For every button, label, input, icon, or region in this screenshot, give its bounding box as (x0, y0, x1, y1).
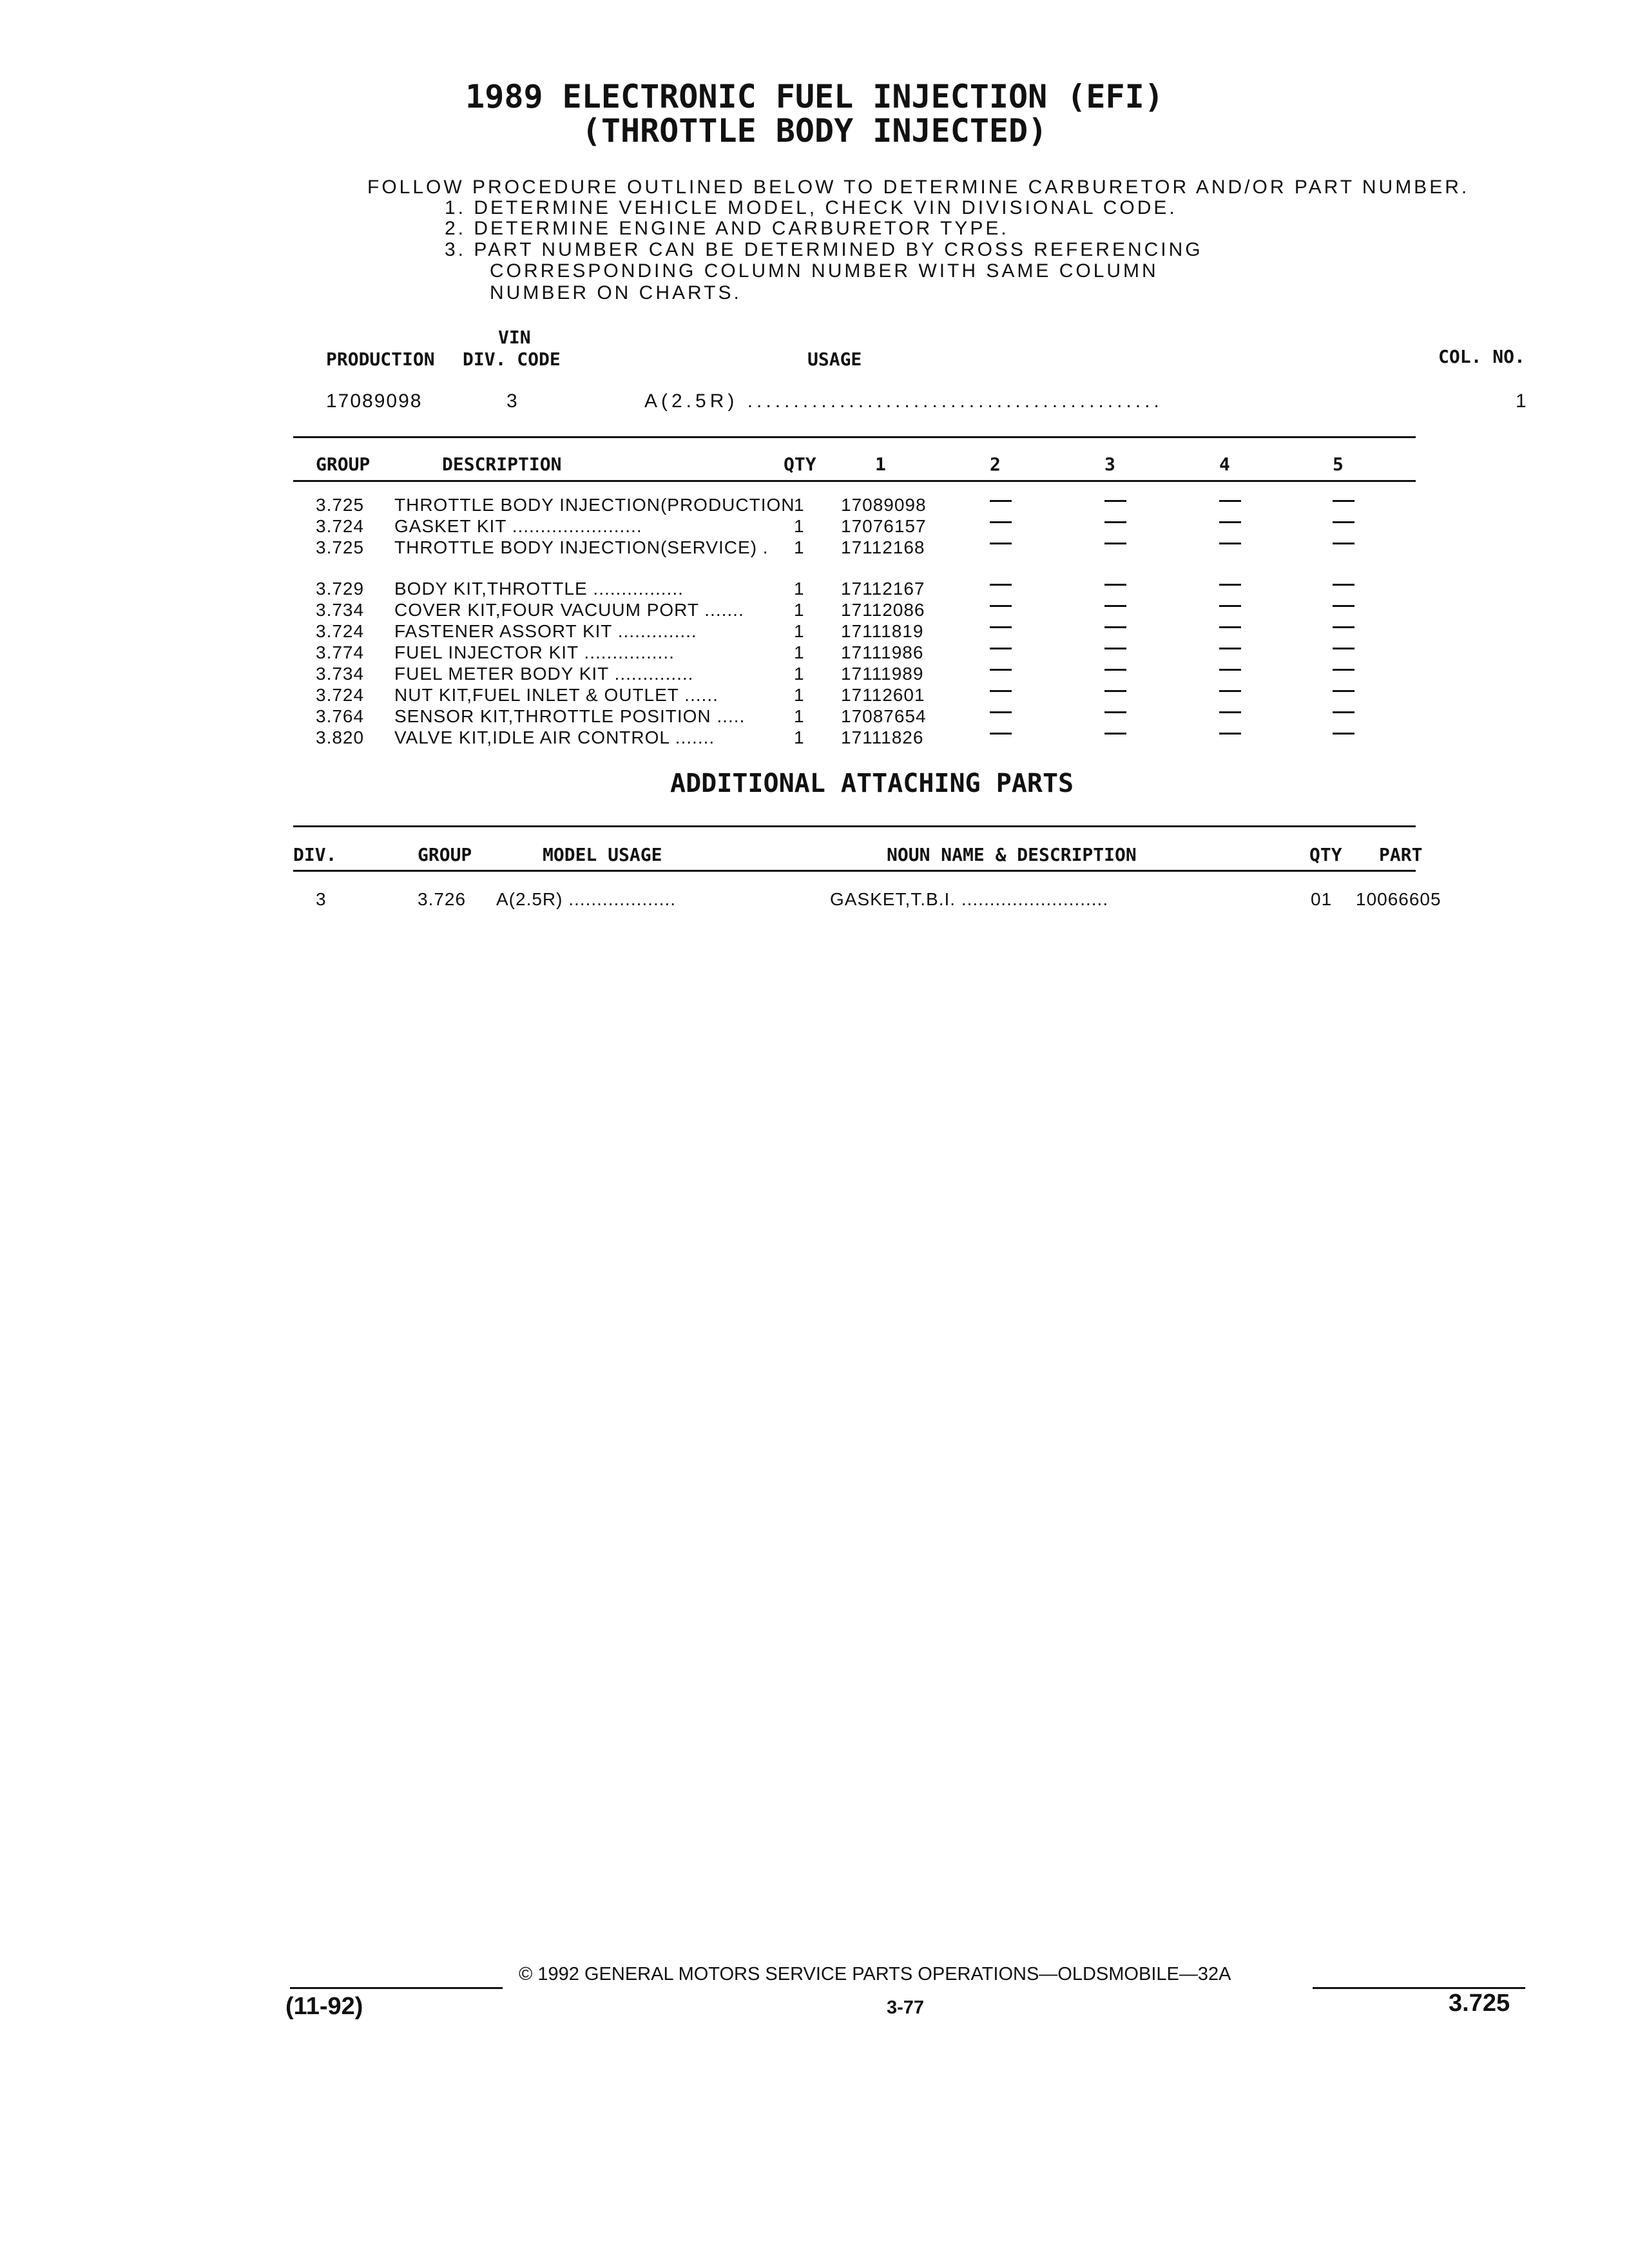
part-number-cell: 17087654 (841, 706, 927, 726)
empty-column-dash (1333, 669, 1354, 671)
empty-column-dash (990, 584, 1012, 586)
part-number-cell: 17112601 (841, 685, 925, 705)
description-cell: COVER KIT,FOUR VACUUM PORT ....... (394, 600, 744, 620)
empty-column-dash (1333, 690, 1354, 692)
footer-copyright: © 1992 GENERAL MOTORS SERVICE PARTS OPERATIONS—OLDSMOBILE—32A (519, 1964, 1231, 1984)
divider (293, 825, 1416, 827)
empty-column-dash (1104, 543, 1126, 544)
col-4-header: 4 (1219, 454, 1230, 475)
empty-column-dash (990, 500, 1012, 502)
part-number-cell: 17111819 (841, 621, 924, 641)
qty-cell: 1 (794, 516, 805, 536)
production-header: PRODUCTION (326, 349, 435, 370)
part-number-cell: 17112167 (841, 579, 925, 599)
empty-column-dash (1333, 648, 1354, 649)
vin-header: VIN (498, 327, 531, 348)
group-cell: 3.724 (316, 516, 365, 536)
usage-value: A(2.5R) ............................................. (644, 390, 1163, 412)
group-header: GROUP (316, 454, 371, 475)
qty-header: QTY (784, 454, 816, 475)
part-number-cell: 17076157 (841, 516, 927, 536)
qty-cell: 1 (794, 642, 805, 662)
qty-cell: 1 (794, 579, 805, 599)
instructions-intro: FOLLOW PROCEDURE OUTLINED BELOW TO DETERMINE CARBURETOR AND/OR PART NUMBER. (367, 177, 1470, 198)
empty-column-dash (1219, 584, 1241, 586)
group-cell: 3.734 (316, 600, 365, 620)
empty-column-dash (1219, 605, 1241, 607)
footer-page-number: 3-77 (887, 1997, 925, 2018)
description-header: DESCRIPTION (442, 454, 562, 475)
description-cell: FUEL INJECTOR KIT ................ (394, 642, 675, 662)
qty-cell: 1 (794, 495, 805, 515)
description-cell: FUEL METER BODY KIT .............. (394, 664, 694, 684)
add-group-header: GROUP (418, 844, 472, 865)
empty-column-dash (1104, 626, 1126, 628)
footer-rule-left (290, 1987, 503, 1989)
group-cell: 3.725 (316, 495, 365, 515)
divider (293, 870, 1416, 872)
col-no-header: COL. NO. (1438, 346, 1525, 367)
description-cell: GASKET KIT ....................... (394, 516, 642, 536)
col-2-header: 2 (990, 454, 1001, 475)
empty-column-dash (1104, 669, 1126, 671)
part-number-cell: 17111826 (841, 727, 924, 747)
col-3-header: 3 (1104, 454, 1115, 475)
add-qty-value: 01 (1311, 889, 1333, 909)
empty-column-dash (1333, 626, 1354, 628)
part-number-cell: 17089098 (841, 495, 927, 515)
group-cell: 3.820 (316, 727, 365, 747)
add-group-value: 3.726 (418, 889, 467, 909)
description-cell: NUT KIT,FUEL INLET & OUTLET ...... (394, 685, 718, 705)
empty-column-dash (1104, 711, 1126, 713)
description-cell: VALVE KIT,IDLE AIR CONTROL ....... (394, 727, 715, 747)
instructions-step-3-cont: CORRESPONDING COLUMN NUMBER WITH SAME COLUMN (490, 260, 1159, 282)
empty-column-dash (990, 669, 1012, 671)
divider (293, 480, 1416, 482)
empty-column-dash (1333, 500, 1354, 502)
col-1-header: 1 (875, 454, 886, 475)
empty-column-dash (1333, 521, 1354, 523)
empty-column-dash (1104, 521, 1126, 523)
empty-column-dash (990, 521, 1012, 523)
empty-column-dash (1219, 648, 1241, 649)
empty-column-dash (1333, 711, 1354, 713)
empty-column-dash (1219, 733, 1241, 735)
qty-cell: 1 (794, 537, 805, 557)
part-number-cell: 17111989 (841, 664, 924, 684)
div-header: DIV. (293, 844, 337, 865)
div-code-value: 3 (506, 390, 520, 412)
footer-date: (11-92) (285, 1993, 363, 2020)
description-cell: BODY KIT,THROTTLE ................ (394, 579, 684, 599)
qty-cell: 1 (794, 727, 805, 747)
part-header: PART (1379, 844, 1423, 865)
qty-cell: 1 (794, 621, 805, 641)
additional-heading: ADDITIONAL ATTACHING PARTS (670, 769, 1074, 798)
empty-column-dash (1104, 584, 1126, 586)
empty-column-dash (1219, 626, 1241, 628)
empty-column-dash (1333, 733, 1354, 735)
col-no-value: 1 (1516, 390, 1529, 412)
empty-column-dash (1219, 521, 1241, 523)
footer-rule-right (1313, 1987, 1525, 1989)
part-number-cell: 17112086 (841, 600, 925, 620)
page-subtitle: (THROTTLE BODY INJECTED) (581, 112, 1048, 149)
description-cell: THROTTLE BODY INJECTION(PRODUCTION (394, 495, 795, 515)
model-usage-header: MODEL USAGE (543, 844, 662, 865)
empty-column-dash (1219, 669, 1241, 671)
add-qty-header: QTY (1309, 844, 1342, 865)
part-number-cell: 17112168 (841, 537, 925, 557)
add-div-value: 3 (316, 889, 327, 909)
empty-column-dash (1104, 500, 1126, 502)
empty-column-dash (1104, 648, 1126, 649)
group-cell: 3.724 (316, 685, 365, 705)
divider (293, 436, 1416, 438)
empty-column-dash (990, 711, 1012, 713)
empty-column-dash (990, 733, 1012, 735)
noun-header: NOUN NAME & DESCRIPTION (887, 844, 1137, 865)
add-part-value: 10066605 (1356, 889, 1441, 909)
group-cell: 3.724 (316, 621, 365, 641)
description-cell: FASTENER ASSORT KIT .............. (394, 621, 697, 641)
empty-column-dash (1219, 690, 1241, 692)
empty-column-dash (1104, 690, 1126, 692)
empty-column-dash (1219, 711, 1241, 713)
empty-column-dash (990, 648, 1012, 649)
qty-cell: 1 (794, 664, 805, 684)
footer-section-number: 3.725 (1449, 1990, 1510, 2017)
group-cell: 3.774 (316, 642, 365, 662)
qty-cell: 1 (794, 600, 805, 620)
instructions-step-3-end: NUMBER ON CHARTS. (490, 282, 742, 303)
production-value: 17089098 (326, 390, 423, 412)
empty-column-dash (1333, 605, 1354, 607)
usage-header: USAGE (807, 349, 862, 370)
add-model-usage-value: A(2.5R) ................... (496, 889, 677, 909)
empty-column-dash (990, 605, 1012, 607)
empty-column-dash (1333, 543, 1354, 544)
empty-column-dash (1104, 605, 1126, 607)
add-noun-value: GASKET,T.B.I. .......................... (830, 889, 1109, 909)
empty-column-dash (990, 690, 1012, 692)
instructions-step-2: 2. DETERMINE ENGINE AND CARBURETOR TYPE. (445, 218, 1009, 239)
description-cell: SENSOR KIT,THROTTLE POSITION ..... (394, 706, 746, 726)
empty-column-dash (1104, 733, 1126, 735)
instructions-step-3: 3. PART NUMBER CAN BE DETERMINED BY CROSS REFERENCING (445, 239, 1203, 260)
page-title: 1989 ELECTRONIC FUEL INJECTION (EFI) (465, 78, 1164, 115)
empty-column-dash (990, 626, 1012, 628)
group-cell: 3.734 (316, 664, 365, 684)
qty-cell: 1 (794, 685, 805, 705)
group-cell: 3.764 (316, 706, 365, 726)
empty-column-dash (1219, 500, 1241, 502)
empty-column-dash (1219, 543, 1241, 544)
empty-column-dash (1333, 584, 1354, 586)
col-5-header: 5 (1333, 454, 1344, 475)
instructions-step-1: 1. DETERMINE VEHICLE MODEL, CHECK VIN DIVISIONAL CODE. (445, 197, 1177, 218)
description-cell: THROTTLE BODY INJECTION(SERVICE) . (394, 537, 769, 557)
qty-cell: 1 (794, 706, 805, 726)
div-code-header: DIV. CODE (463, 349, 561, 370)
group-cell: 3.725 (316, 537, 365, 557)
part-number-cell: 17111986 (841, 642, 924, 662)
empty-column-dash (990, 543, 1012, 544)
group-cell: 3.729 (316, 579, 365, 599)
